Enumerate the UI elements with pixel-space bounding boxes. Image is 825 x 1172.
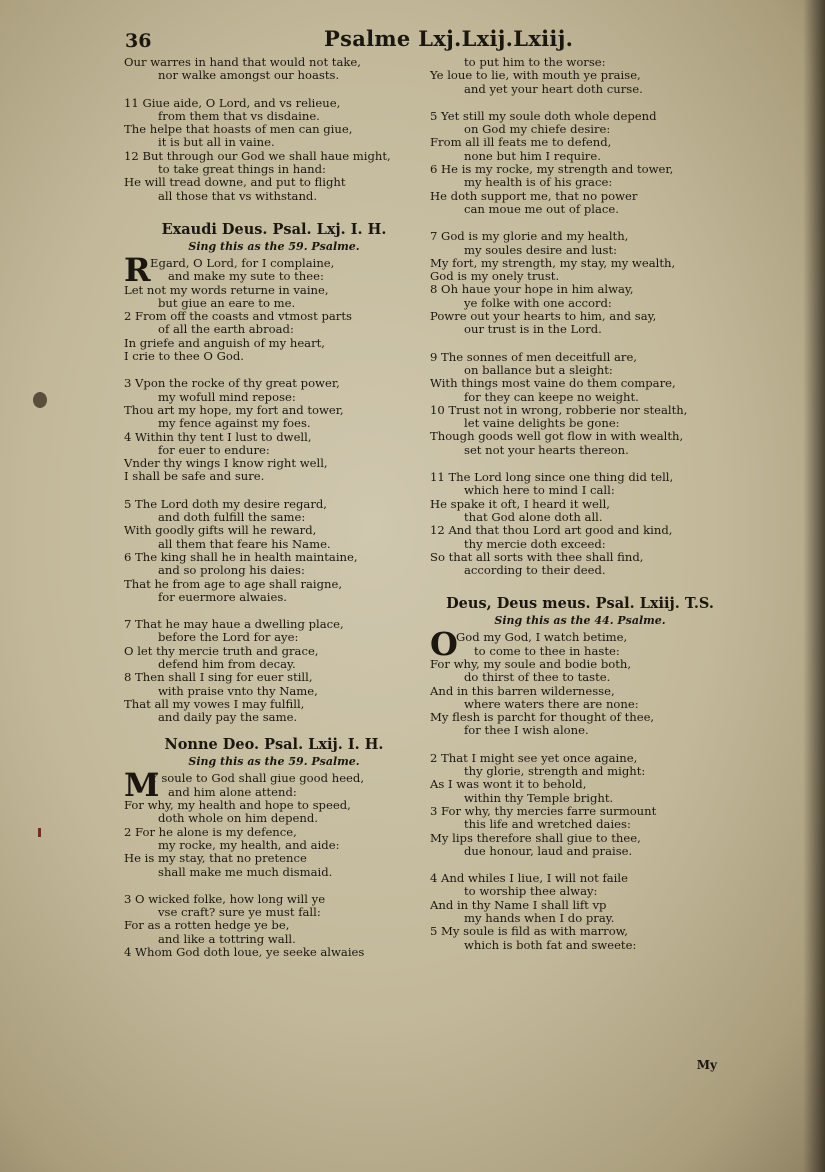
verse-line: do thirst of thee to taste.	[464, 670, 611, 685]
verse-line: He will tread downe, and put to flight	[124, 175, 346, 190]
verse-line: set not your hearts thereon.	[464, 442, 629, 457]
verse-line: 8 Then shall I sing for euer still,	[124, 670, 313, 685]
verse-line: on ballance but a sleight:	[464, 362, 613, 377]
verse-line: to put him to the worse:	[464, 55, 606, 69]
verse-line: 2 For he alone is my defence,	[124, 824, 297, 839]
verse-line: to worship thee alway:	[464, 884, 598, 899]
right-column	[430, 56, 730, 952]
verse-line: I shall be safe and sure.	[124, 469, 265, 484]
text-block	[430, 351, 730, 457]
verse-line: vse craft? sure ye must fall:	[158, 905, 321, 920]
verse-line: and yet your heart doth curse.	[464, 81, 643, 96]
text-block	[430, 658, 730, 738]
page-number: 36	[125, 30, 152, 52]
verse-line: my soules desire and lust:	[464, 242, 618, 257]
verse-line: which is both fat and sweete:	[464, 937, 637, 952]
verse-line: Thou art my hope, my fort and tower,	[124, 402, 344, 417]
left-column	[124, 56, 424, 959]
verse-line: 4 Whom God doth loue, ye seeke alwaies	[124, 945, 365, 960]
verse-line: where waters there are none:	[464, 696, 639, 711]
verse-line: from them that vs disdaine.	[158, 108, 320, 123]
verse-line: defend him from decay.	[158, 656, 296, 671]
verse-line: doth whole on him depend.	[158, 811, 318, 826]
psalm-opening	[124, 250, 424, 289]
verse-line: for they can keepe no weight.	[464, 389, 639, 404]
text-block	[124, 97, 424, 203]
catchword: My	[696, 1058, 717, 1072]
verse-line: 11 Giue aide, O Lord, and vs relieue,	[124, 95, 341, 110]
verse-line: 2 From off the coasts and vtmost parts	[124, 309, 352, 324]
psalm-title: Nonne Deo. Psal. Lxij. I. H.	[164, 736, 384, 754]
verse-line: And in thy Name I shall lift vp	[430, 897, 607, 912]
verse-line: Vnder thy wings I know right well,	[124, 456, 328, 471]
verse-line: 7 That he may haue a dwelling place,	[124, 617, 344, 632]
verse-line: 3 For why, thy mercies farre surmount	[430, 803, 657, 818]
verse-line: before the Lord for aye:	[158, 630, 299, 645]
page-edge-shadow	[803, 0, 825, 1172]
opening-line: Egard, O Lord, for I complaine,	[150, 255, 335, 270]
verse-line: for euer to endure:	[158, 442, 270, 457]
verse-line: 4 Within thy tent I lust to dwell,	[124, 429, 312, 444]
psalm-opening	[124, 766, 424, 805]
verse-line: And in this barren wildernesse,	[430, 683, 615, 698]
verse-line: That he from age to age shall raigne,	[124, 576, 343, 591]
verse-line: 6 The king shall he in health maintaine,	[124, 549, 358, 564]
verse-line: God is my onely trust.	[430, 269, 560, 284]
verse-line: thy glorie, strength and might:	[464, 764, 646, 779]
verse-line: on God my chiefe desire:	[464, 122, 611, 137]
text-block	[124, 377, 424, 483]
verse-line: for euermore alwaies.	[158, 589, 287, 604]
verse-line: 2 That I might see yet once againe,	[430, 750, 638, 765]
verse-line: 3 O wicked folke, how long will ye	[124, 891, 326, 906]
text-block	[430, 56, 730, 96]
verse-line: For why, my health and hope to speed,	[124, 798, 351, 813]
verse-line: and like a tottring wall.	[158, 931, 296, 946]
text-block	[124, 618, 424, 724]
verse-line: ye folke with one accord:	[464, 295, 612, 310]
verse-line: my fence against my foes.	[158, 416, 311, 431]
verse-line: As I was wont it to behold,	[430, 777, 587, 792]
verse-line: which here to mind I call:	[464, 483, 615, 498]
verse-line: I crie to thee O God.	[124, 349, 244, 364]
verse-line: For as a rotten hedge ye be,	[124, 918, 290, 933]
verse-line: nor walke amongst our hoasts.	[158, 68, 340, 83]
verse-line: all those that vs withstand.	[158, 188, 318, 203]
verse-line: 12 And that thou Lord art good and kind,	[430, 523, 673, 538]
text-block	[430, 752, 730, 858]
psalm-title: Deus, Deus meus. Psal. Lxiij. T.S.	[446, 595, 714, 613]
ink-blot	[33, 392, 47, 408]
verse-line: but giue an eare to me.	[158, 295, 296, 310]
verse-line: for thee I wish alone.	[464, 723, 589, 738]
verse-line: shall make me much dismaid.	[158, 864, 333, 879]
verse-line: 11 The Lord long since one thing did tell,	[430, 470, 674, 485]
text-block	[124, 893, 424, 959]
verse-line: 3 Vpon the rocke of thy great power,	[124, 376, 340, 391]
verse-line: My fort, my strength, my stay, my wealth,	[430, 255, 676, 270]
text-block	[124, 56, 424, 83]
verse-line: He spake it oft, I heard it well,	[430, 496, 610, 511]
verse-line: of all the earth abroad:	[158, 322, 294, 337]
verse-line: let vaine delights be gone:	[464, 416, 620, 431]
verse-line: The helpe that hoasts of men can giue,	[124, 122, 353, 137]
verse-line: our trust is in the Lord.	[464, 322, 602, 337]
verse-line: none but him I require.	[464, 148, 601, 163]
verse-line: within thy Temple bright.	[464, 790, 614, 805]
verse-line: For why, my soule and bodie both,	[430, 656, 632, 671]
verse-line: according to their deed.	[464, 563, 606, 578]
verse-line: 4 And whiles I liue, I will not faile	[430, 871, 628, 886]
tune-direction: Sing this as the 59. Psalme.	[188, 755, 360, 769]
verse-line: 7 God is my glorie and my health,	[430, 229, 629, 244]
verse-line: Our warres in hand that would not take,	[124, 55, 361, 69]
page-header	[0, 22, 825, 56]
verse-line: all them that feare his Name.	[158, 536, 331, 551]
text-block	[430, 872, 730, 952]
text-block	[430, 110, 730, 216]
opening-line: and him alone attend:	[168, 784, 297, 799]
verse-line: my wofull mind repose:	[158, 389, 296, 404]
verse-line: my rocke, my health, and aide:	[158, 837, 340, 852]
opening-line: Y soule to God shall giue good heed,	[150, 771, 365, 786]
text-block	[124, 799, 424, 879]
verse-line: my hands when I do pray.	[464, 911, 615, 926]
verse-line: this life and wretched daies:	[464, 817, 631, 832]
opening-line: God my God, I watch betime,	[456, 630, 628, 645]
verse-line: Though goods well got flow in with wealth,	[430, 429, 684, 444]
verse-line: 10 Trust not in wrong, robberie nor stealth,	[430, 402, 688, 417]
verse-line: can moue me out of place.	[464, 201, 619, 216]
verse-line: due honour, laud and praise.	[464, 843, 633, 858]
verse-line: 12 But through our God we shall haue might,	[124, 148, 391, 163]
text-block	[430, 230, 730, 336]
drop-cap: O	[430, 625, 458, 664]
verse-line: 5 Yet still my soule doth whole depend	[430, 108, 657, 123]
verse-line: With things most vaine do them compare,	[430, 376, 676, 391]
verse-line: With goodly gifts will he reward,	[124, 523, 317, 538]
verse-line: 6 He is my rocke, my strength and tower,	[430, 162, 674, 177]
verse-line: to take great things in hand:	[158, 162, 326, 177]
verse-line: 5 My soule is fild as with marrow,	[430, 924, 628, 939]
text-block	[124, 498, 424, 604]
verse-line: it is but all in vaine.	[158, 135, 275, 150]
verse-line: with praise vnto thy Name,	[158, 683, 318, 698]
verse-line: So that all sorts with thee shall find,	[430, 549, 644, 564]
verse-line: that God alone doth all.	[464, 509, 603, 524]
drop-cap: M	[124, 766, 160, 805]
opening-line: and make my sute to thee:	[168, 269, 324, 284]
verse-line: Powre out your hearts to him, and say,	[430, 309, 657, 324]
verse-line: In griefe and anguish of my heart,	[124, 335, 325, 350]
verse-line: 8 Oh haue your hope in him alway,	[430, 282, 634, 297]
text-block	[430, 471, 730, 577]
verse-line: and daily pay the same.	[158, 710, 298, 725]
verse-line: O let thy mercie truth and grace,	[124, 643, 319, 658]
verse-line: my health is of his grace:	[464, 175, 613, 190]
verse-line: Ye loue to lie, with mouth ye praise,	[430, 68, 641, 83]
margin-mark	[38, 828, 41, 837]
verse-line: and doth fulfill the same:	[158, 510, 306, 525]
text-block	[124, 284, 424, 364]
verse-line: thy mercie doth exceed:	[464, 536, 606, 551]
verse-line: My lips therefore shall giue to thee,	[430, 830, 641, 845]
drop-cap: R	[124, 250, 151, 289]
psalm-title: Exaudi Deus. Psal. Lxj. I. H.	[161, 220, 387, 238]
verse-line: 9 The sonnes of men deceitfull are,	[430, 349, 637, 364]
verse-line: 5 The Lord doth my desire regard,	[124, 496, 327, 511]
verse-line: From all ill feats me to defend,	[430, 135, 612, 150]
tune-direction: Sing this as the 59. Psalme.	[188, 239, 360, 253]
verse-line: Let not my words returne in vaine,	[124, 282, 329, 297]
verse-line: He is my stay, that no pretence	[124, 851, 307, 866]
tune-direction: Sing this as the 44. Psalme.	[494, 614, 666, 628]
running-title: Psalme Lxj.Lxij.Lxiij.	[324, 26, 574, 51]
verse-line: That all my vowes I may fulfill,	[124, 696, 305, 711]
verse-line: and so prolong his daies:	[158, 563, 305, 578]
verse-line: My flesh is parcht for thought of thee,	[430, 710, 655, 725]
opening-line: to come to thee in haste:	[474, 643, 620, 658]
verse-line: He doth support me, that no power	[430, 188, 638, 203]
